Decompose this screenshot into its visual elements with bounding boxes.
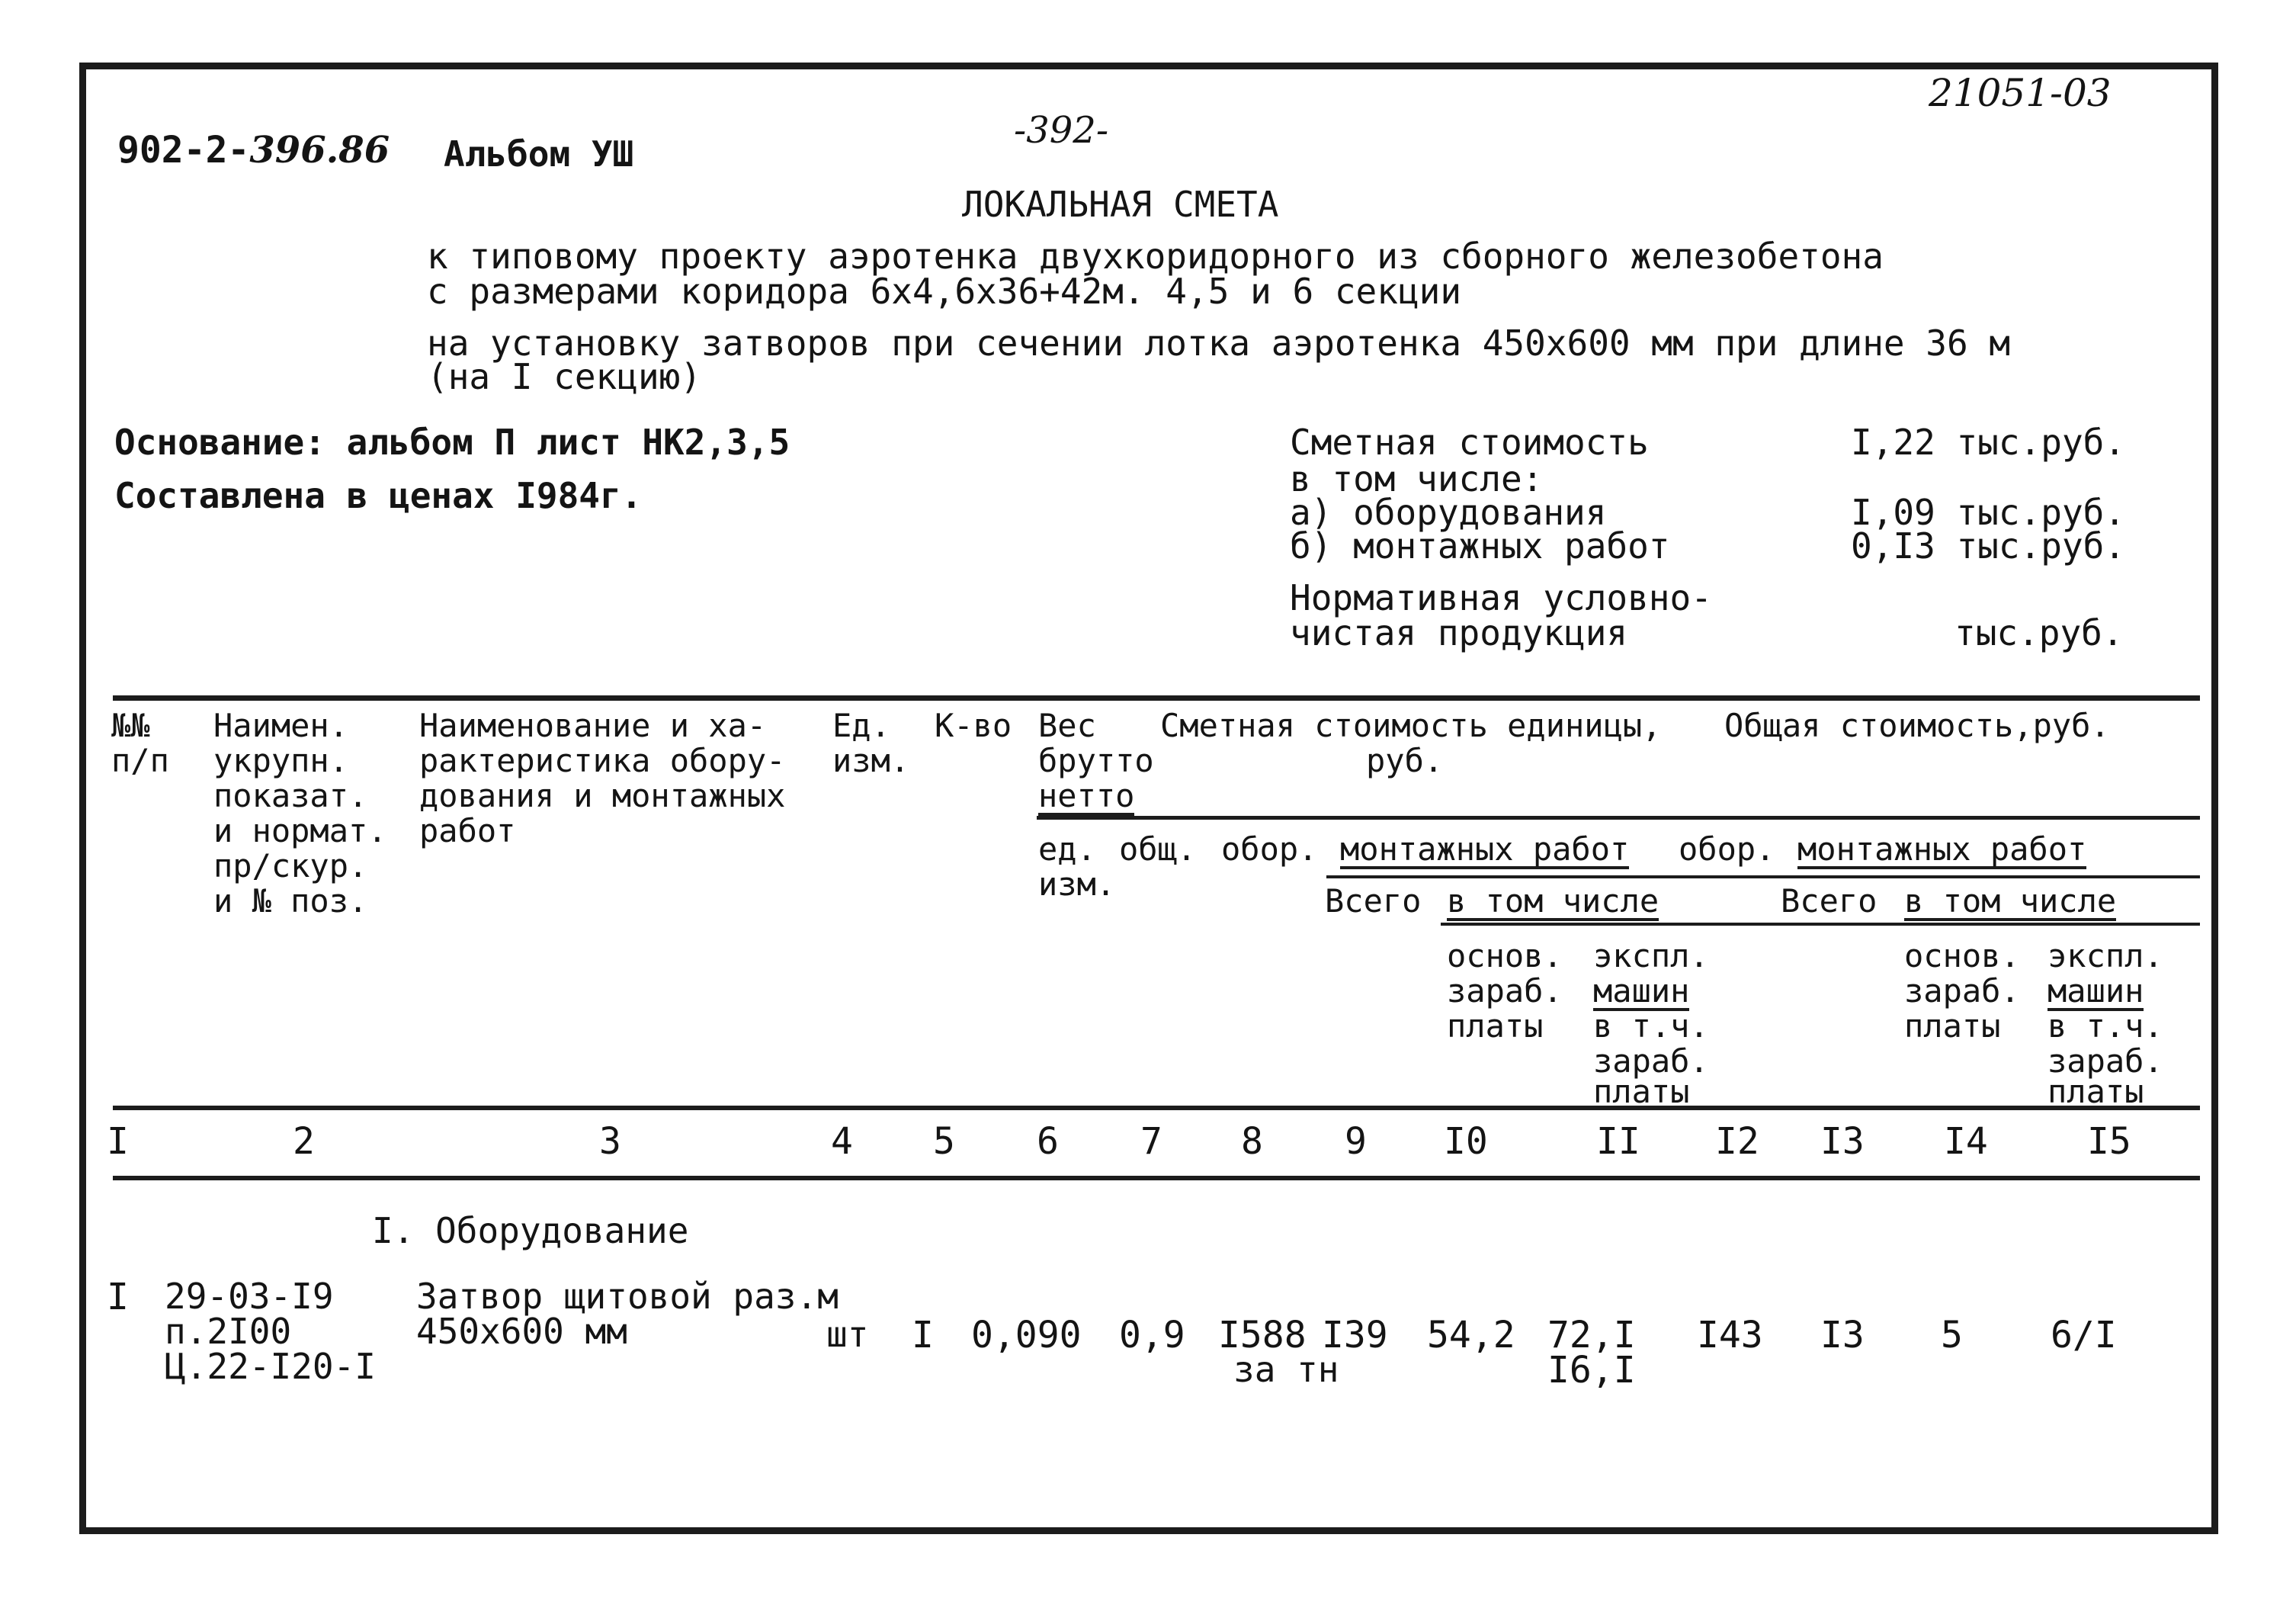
header-c4-line-1: Ед. xyxy=(832,707,890,744)
column-number: 6 xyxy=(1037,1120,1059,1163)
header-unit-line-1: ед. xyxy=(1038,830,1096,868)
row-c9: I39 xyxy=(1322,1314,1388,1356)
header-machine-a-line-4: зараб. xyxy=(1593,1042,1709,1080)
header-c2-line-3: показат. xyxy=(213,777,368,814)
header-c2-line-4: и нормат. xyxy=(213,812,387,849)
installation-cost-label: б) монтажных работ xyxy=(1290,525,1670,567)
row-code-line-2: п.2I00 xyxy=(165,1311,292,1352)
normative-label-1: Нормативная условно- xyxy=(1290,577,1712,618)
row-name-line-2: 450х600 мм xyxy=(416,1311,627,1352)
header-machine-b-line-3: в т.ч. xyxy=(2047,1007,2163,1045)
total-cost-value: I,22 тыс.руб. xyxy=(1851,422,2126,463)
row-number: I xyxy=(107,1276,129,1318)
header-weight-line-1: Вес xyxy=(1038,707,1096,744)
header-c3-line-3: дования и монтажных xyxy=(419,777,786,814)
header-c3-line-2: рактеристика обору- xyxy=(419,742,786,779)
header-total-b: Всего xyxy=(1781,882,1878,920)
album-label: Альбом УШ xyxy=(444,133,634,175)
column-number: 9 xyxy=(1345,1120,1367,1163)
header-general: общ. xyxy=(1119,830,1197,868)
row-c8: I588 xyxy=(1218,1314,1307,1356)
subtitle-line-1: к типовому проекту аэротенка двухкоридорного из сборного железобетона xyxy=(427,236,1884,277)
header-wage-a-line-3: платы xyxy=(1447,1007,1544,1045)
header-c3-line-1: Наименование и ха- xyxy=(419,707,767,744)
header-weight-line-3: нетто xyxy=(1038,777,1135,814)
column-number: 5 xyxy=(933,1120,955,1163)
header-wage-a-line-1: основ. xyxy=(1447,937,1563,974)
header-machine-a-line-2: машин xyxy=(1593,972,1690,1010)
header-including-a: в том числе xyxy=(1447,882,1659,920)
header-including-b: в том числе xyxy=(1904,882,2117,920)
table-top-rule xyxy=(113,695,2200,701)
row-c11-sub: I6,I xyxy=(1547,1349,1636,1392)
column-number: I2 xyxy=(1715,1120,1759,1163)
header-c4-line-2: изм. xyxy=(832,742,910,779)
header-equipment-b: обор. xyxy=(1679,830,1775,868)
row-unit: шт xyxy=(826,1314,869,1355)
header-wage-b-line-1: основ. xyxy=(1904,937,2020,974)
row-c15: 6/I xyxy=(2051,1314,2117,1356)
header-montage-b: монтажных работ xyxy=(1797,830,2087,868)
column-numbers-bottom-rule xyxy=(113,1176,2200,1180)
normative-label-2: чистая продукция xyxy=(1290,612,1628,653)
row-c10: 54,2 xyxy=(1427,1314,1515,1356)
column-number: I3 xyxy=(1820,1120,1865,1163)
header-montage-a: монтажных работ xyxy=(1340,830,1630,868)
header-c2-line-2: укрупн. xyxy=(213,742,349,779)
header-c2-line-6: и № поз. xyxy=(213,882,368,920)
subtitle-line-3: на установку затворов при сечении лотка аэротенка 450х600 мм при длине 36 м xyxy=(427,323,2011,364)
project-code-printed: 902-2- xyxy=(117,129,250,172)
header-subgroup-rule xyxy=(1326,875,2200,878)
column-number: 4 xyxy=(831,1120,853,1163)
header-c1-line-1: №№ xyxy=(111,707,150,744)
total-cost-label: Сметная стоимость xyxy=(1290,422,1649,463)
row-c14: 5 xyxy=(1941,1314,1963,1356)
header-machine-a-line-5: платы xyxy=(1593,1073,1690,1110)
header-machine-b-line-2: машин xyxy=(2047,972,2144,1010)
page-number: -392- xyxy=(1014,109,1109,152)
table-header-bottom-rule xyxy=(113,1106,2200,1110)
header-including-rule xyxy=(1441,923,2200,926)
header-c5: К-во xyxy=(935,707,1012,744)
column-number: 2 xyxy=(293,1120,315,1163)
row-code-line-3: Ц.22-I20-I xyxy=(165,1346,376,1387)
row-code-line-1: 29-03-I9 xyxy=(165,1276,334,1317)
column-number: 8 xyxy=(1241,1120,1263,1163)
header-c1-line-2: п/п xyxy=(111,742,169,779)
header-machine-b-line-4: зараб. xyxy=(2047,1042,2163,1080)
header-machine-a-line-3: в т.ч. xyxy=(1593,1007,1709,1045)
row-c11: 72,I xyxy=(1547,1314,1636,1356)
header-c2-line-5: пр/скур. xyxy=(213,847,368,884)
header-c2-line-1: Наимен. xyxy=(213,707,349,744)
header-wage-b-line-2: зараб. xyxy=(1904,972,2020,1010)
header-unit-cost-line-2: руб. xyxy=(1366,742,1444,779)
including-label: в том числе: xyxy=(1290,458,1544,499)
header-machine-b-line-1: экспл. xyxy=(2047,937,2163,974)
column-number: I xyxy=(107,1120,129,1163)
section-title: I. Оборудование xyxy=(372,1210,689,1251)
header-c3-line-4: работ xyxy=(419,812,516,849)
basis-line-1: Основание: альбом П лист НК2,3,5 xyxy=(114,422,790,463)
normative-value: тыс.руб. xyxy=(1954,612,2124,653)
row-c12: I43 xyxy=(1697,1314,1763,1356)
header-wage-a-line-2: зараб. xyxy=(1447,972,1563,1010)
header-machine-b-line-5: платы xyxy=(2047,1073,2144,1110)
row-c13: I3 xyxy=(1820,1314,1865,1356)
column-number: I5 xyxy=(2087,1120,2131,1163)
equipment-cost-label: а) оборудования xyxy=(1290,492,1607,533)
row-name-line-1: Затвор щитовой раз.м xyxy=(416,1276,839,1317)
archive-stamp: 21051-03 xyxy=(1929,71,2112,115)
column-number: I0 xyxy=(1444,1120,1488,1163)
column-number: I4 xyxy=(1944,1120,1988,1163)
header-group-rule xyxy=(1037,816,2200,820)
header-unit-line-2: изм. xyxy=(1038,865,1116,903)
header-total-a: Всего xyxy=(1325,882,1422,920)
header-equipment-a: обор. xyxy=(1221,830,1318,868)
row-quantity: I xyxy=(912,1314,934,1356)
equipment-cost-value: I,09 тыс.руб. xyxy=(1851,492,2126,533)
row-c7: 0,9 xyxy=(1119,1314,1185,1356)
subtitle-line-2: с размерами коридора 6х4,6х36+42м. 4,5 и 6 секции xyxy=(427,271,1462,312)
installation-cost-value: 0,I3 тыс.руб. xyxy=(1851,525,2126,567)
column-number: II xyxy=(1596,1120,1640,1163)
header-machine-a-line-1: экспл. xyxy=(1593,937,1709,974)
row-c8-note: за тн xyxy=(1233,1349,1339,1390)
subtitle-line-4: (на I секцию) xyxy=(427,356,702,397)
header-total-cost: Общая стоимость,руб. xyxy=(1724,707,2110,744)
header-unit-cost-line-1: Сметная стоимость единицы, xyxy=(1160,707,1662,744)
row-weight: 0,090 xyxy=(971,1314,1082,1356)
basis-line-2: Составлена в ценах I984г. xyxy=(114,475,643,516)
header-wage-b-line-3: платы xyxy=(1904,1007,2001,1045)
header-weight-line-2: брутто xyxy=(1038,742,1154,779)
project-code-handwritten: 396.86 xyxy=(249,129,390,172)
column-number: 3 xyxy=(599,1120,621,1163)
document-title: ЛОКАЛЬНАЯ СМЕТА xyxy=(962,184,1279,225)
column-number: 7 xyxy=(1140,1120,1162,1163)
project-code xyxy=(117,129,390,172)
